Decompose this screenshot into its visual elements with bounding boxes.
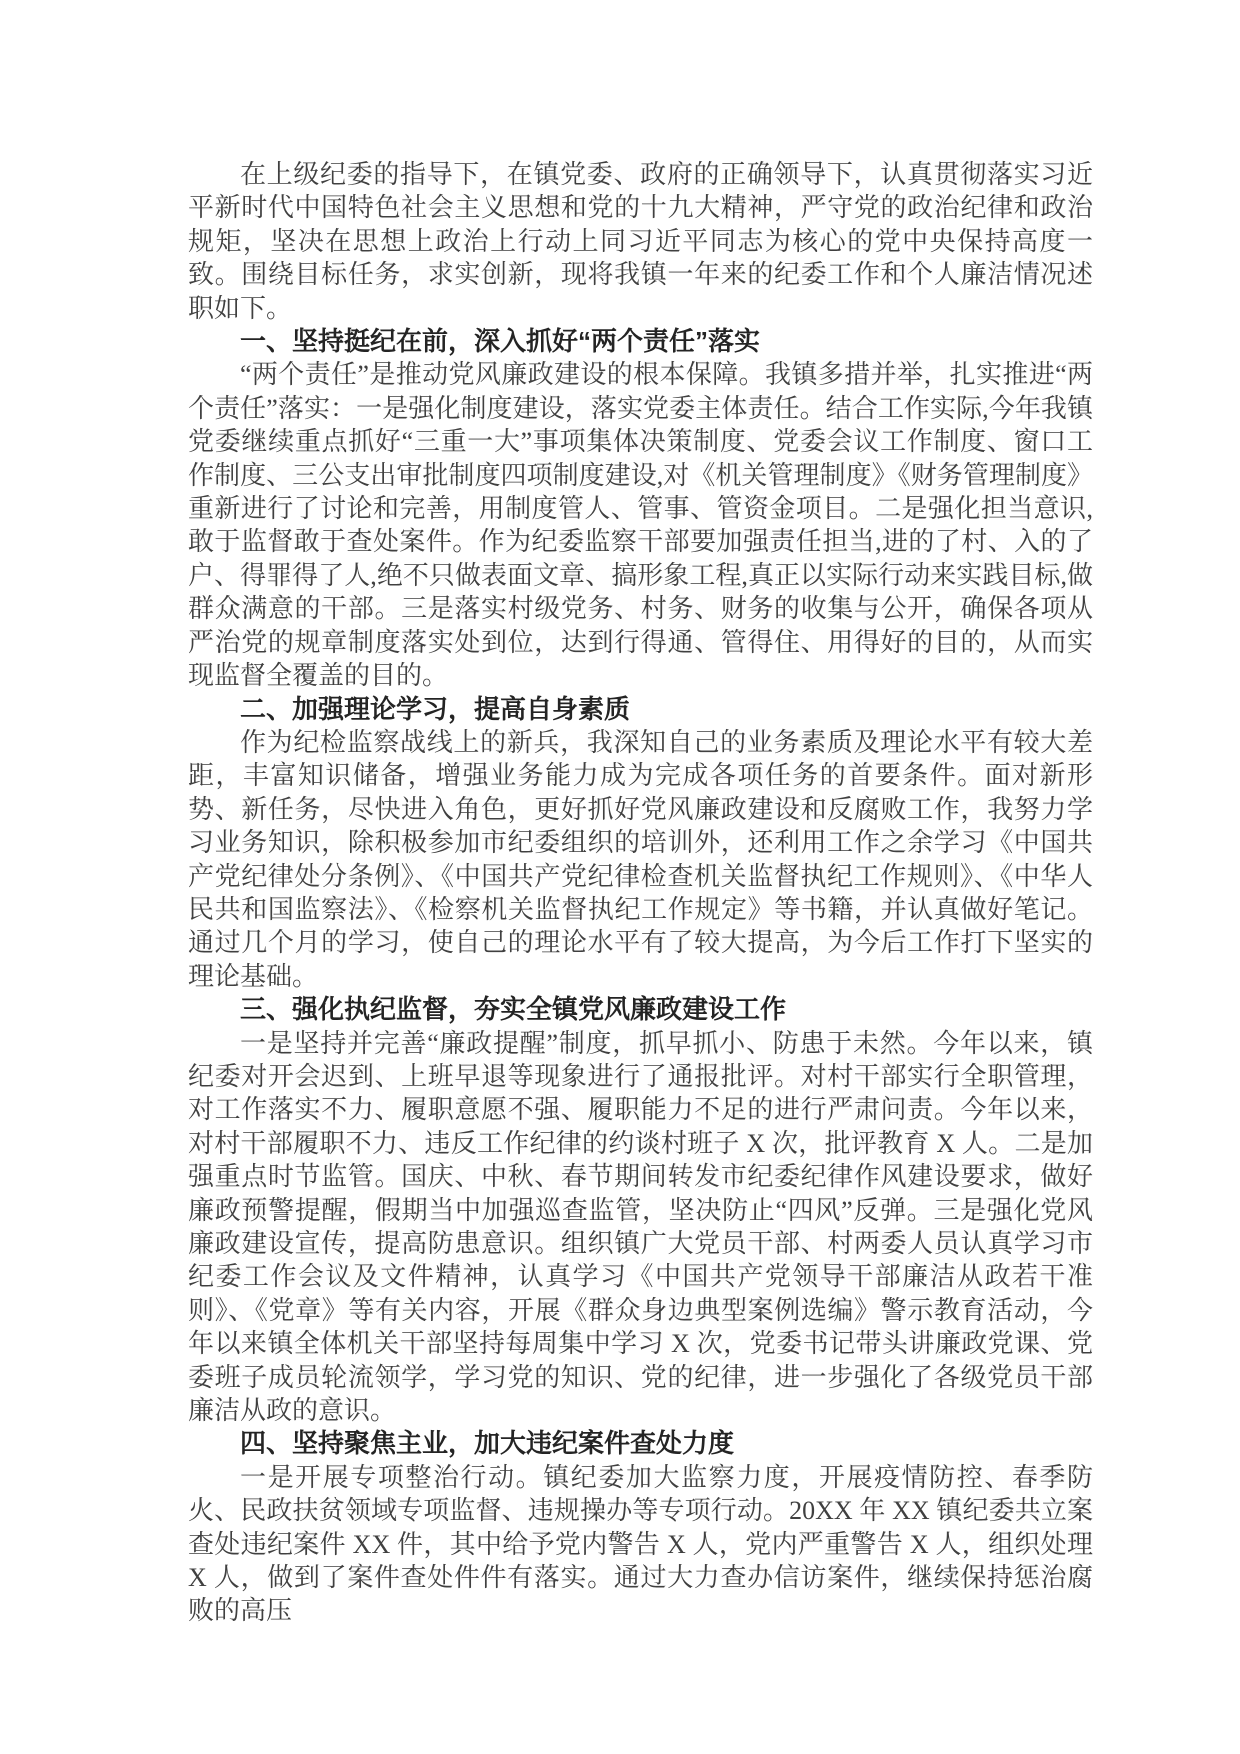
paragraph: 在上级纪委的指导下，在镇党委、政府的正确领导下，认真贯彻落实习近平新时代中国特色社会主义思想和党的十九大精神，严守党的政治纪律和政治规矩，坚决在思想上政治上行动上同习近平同志为核心的党中央保持高度一致。围绕目标任务，求实创新，现将我镇一年来的纪委工作和个人廉洁情况述职如下。 (188, 160, 1093, 323)
document-body (188, 158, 1093, 1628)
paragraph: 一是坚持并完善“廉政提醒”制度，抓早抓小、防患于未然。今年以来，镇纪委对开会迟到、上班早退等现象进行了通报批评。对村干部实行全职管理，对工作落实不力、履职意愿不强、履职能力不足的进行严肃问责。今年以来，对村干部履职不力、违反工作纪律的约谈村班子 X 次，批评教育 X 人。二是加强重点时节监管。国庆、中秋、春节期间转发市纪委纪律作风建设要求，做好廉政预警提醒，假期当中加强巡查监管，坚决防止“四风”反弹。三是强化党风廉政建设宣传，提高防患意识。组织镇广大党员干部、村两委人员认真学习市纪委工作会议及文件精神，认真学习《中国共产党领导干部廉洁从政若干准则》、《党章》等有关内容，开展《群众身边典型案例选编》警示教育活动，今年以来镇全体机关干部坚持每周集中学习 X 次，党委书记带头讲廉政党课、党委班子成员轮流领学，学习党的知识、党的纪律，进一步强化了各级党员干部廉洁从政的意识。 (188, 1028, 1093, 1426)
section-heading: 二、加强理论学习，提高自身素质 (240, 693, 631, 724)
paragraph: “两个责任”是推动党风廉政建设的根本保障。我镇多措并举，扎实推进“两个责任”落实：一是强化制度建设，落实党委主体责任。结合工作实际,今年我镇党委继续重点抓好“三重一大”事项集体决策制度、党委会议工作制度、窗口工作制度、三公支出审批制度四项制度建设,对《机关管理制度》《财务管理制度》重新进行了讨论和完善，用制度管人、管事、管资金项目。二是强化担当意识,敢于监督敢于查处案件。作为纪委监察干部要加强责任担当,进的了村、入的了户、得罪得了人,绝不只做表面文章、搞形象工程,真正以实际行动来实践目标,做群众满意的干部。三是落实村级党务、村务、财务的收集与公开，确保各项从严治党的规章制度落实处到位，达到行得通、管得住、用得好的目的，从而实现监督全覆盖的目的。 (188, 360, 1093, 691)
section-heading: 四、坚持聚焦主业，加大违纪案件查处力度 (240, 1428, 735, 1459)
section-heading: 三、强化执纪监督，夯实全镇党风廉政建设工作 (240, 994, 787, 1025)
paragraph: 作为纪检监察战线上的新兵，我深知自己的业务素质及理论水平有较大差距，丰富知识储备，增强业务能力成为完成各项任务的首要条件。面对新形势、新任务，尽快进入角色，更好抓好党风廉政建设和反腐败工作，我努力学习业务知识，除积极参加市纪委组织的培训外，还利用工作之余学习《中国共产党纪律处分条例》、《中国共产党纪律检查机关监督执纪工作规则》、《中华人民共和国监察法》、《检察机关监督执纪工作规定》等书籍，并认真做好笔记。通过几个月的学习，使自己的理论水平有了较大提高，为今后工作打下坚实的理论基础。 (188, 727, 1093, 991)
paragraph: 一是开展专项整治行动。镇纪委加大监察力度，开展疫情防控、春季防火、民政扶贫领域专项监督、违规操办等专项行动。20XX 年 XX 镇纪委共立案查处违纪案件 XX 件，其中给予党内警告 X 人，党内严重警告 X 人，组织处理 X 人，做到了案件查处件件有落实。通过大力查办信访案件，继续保持惩治腐败的高压 (188, 1462, 1093, 1626)
section-heading: 一、坚持挺纪在前，深入抓好“两个责任”落实 (240, 326, 761, 357)
